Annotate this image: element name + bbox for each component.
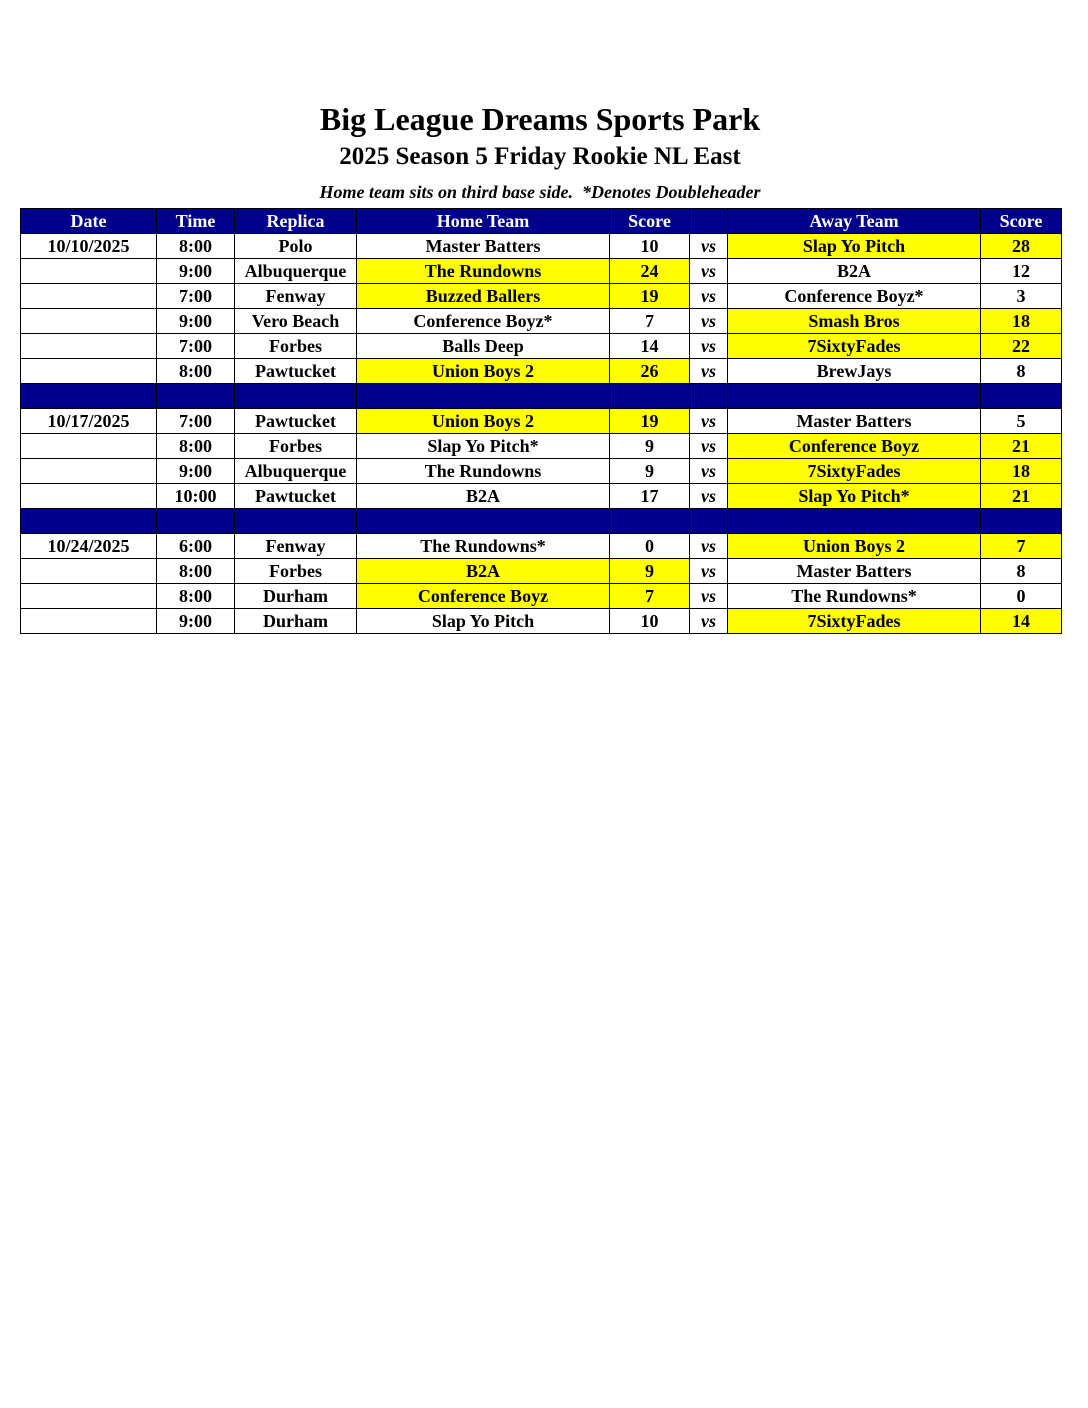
date-cell	[21, 559, 157, 584]
separator-cell	[357, 509, 610, 534]
table-row	[21, 284, 1062, 309]
home-score-cell: 17	[610, 484, 690, 509]
date-cell	[21, 609, 157, 634]
home-score-cell: 9	[610, 459, 690, 484]
home-team-cell: B2A	[357, 484, 610, 509]
week-separator-row	[21, 384, 1062, 409]
away-team-cell: Union Boys 2	[728, 534, 981, 559]
home-score-cell: 10	[610, 234, 690, 259]
date-cell	[21, 459, 157, 484]
time-cell: 9:00	[157, 259, 235, 284]
vs-cell: vs	[690, 259, 728, 284]
separator-cell	[690, 384, 728, 409]
away-team-cell: BrewJays	[728, 359, 981, 384]
date-cell: 10/24/2025	[21, 534, 157, 559]
vs-cell: vs	[690, 409, 728, 434]
page-title: Big League Dreams Sports Park	[319, 101, 761, 137]
replica-cell: Pawtucket	[235, 484, 357, 509]
separator-cell	[728, 509, 981, 534]
separator-cell	[981, 384, 1062, 409]
vs-cell: vs	[690, 284, 728, 309]
replica-cell: Durham	[235, 609, 357, 634]
separator-cell	[690, 509, 728, 534]
time-cell: 7:00	[157, 284, 235, 309]
vs-cell: vs	[690, 559, 728, 584]
separator-cell	[357, 384, 610, 409]
date-cell: 10/17/2025	[21, 409, 157, 434]
vs-cell: vs	[690, 234, 728, 259]
date-cell	[21, 359, 157, 384]
away-team-cell: Slap Yo Pitch	[728, 234, 981, 259]
vs-cell: vs	[690, 309, 728, 334]
home-score-cell: 19	[610, 409, 690, 434]
vs-cell: vs	[690, 459, 728, 484]
home-score-cell: 19	[610, 284, 690, 309]
home-score-cell: 24	[610, 259, 690, 284]
time-cell: 8:00	[157, 434, 235, 459]
replica-cell: Forbes	[235, 334, 357, 359]
away-team-cell: Conference Boyz	[728, 434, 981, 459]
away-score-cell: 28	[981, 234, 1062, 259]
replica-cell: Durham	[235, 584, 357, 609]
away-score-cell: 14	[981, 609, 1062, 634]
schedule-note: Home team sits on third base side. *Denotes Doubleheader	[319, 182, 761, 202]
time-cell: 8:00	[157, 559, 235, 584]
home-team-cell: Conference Boyz*	[357, 309, 610, 334]
time-cell: 9:00	[157, 609, 235, 634]
separator-cell	[21, 509, 157, 534]
replica-cell: Fenway	[235, 284, 357, 309]
date-cell	[21, 484, 157, 509]
column-header-away-score: Score	[981, 209, 1062, 234]
schedule-table	[20, 208, 1062, 634]
date-cell: 10/10/2025	[21, 234, 157, 259]
replica-cell: Forbes	[235, 434, 357, 459]
separator-cell	[21, 384, 157, 409]
separator-cell	[157, 509, 235, 534]
time-cell: 7:00	[157, 334, 235, 359]
home-team-cell: Union Boys 2	[357, 359, 610, 384]
home-team-cell: The Rundowns	[357, 459, 610, 484]
column-header-date: Date	[21, 209, 157, 234]
table-row	[21, 559, 1062, 584]
vs-cell: vs	[690, 484, 728, 509]
column-header-vs	[690, 209, 728, 234]
separator-cell	[610, 509, 690, 534]
away-score-cell: 18	[981, 459, 1062, 484]
replica-cell: Albuquerque	[235, 459, 357, 484]
away-score-cell: 8	[981, 359, 1062, 384]
away-team-cell: Smash Bros	[728, 309, 981, 334]
table-row	[21, 484, 1062, 509]
away-score-cell: 22	[981, 334, 1062, 359]
away-team-cell: Slap Yo Pitch*	[728, 484, 981, 509]
separator-cell	[157, 384, 235, 409]
away-score-cell: 0	[981, 584, 1062, 609]
replica-cell: Pawtucket	[235, 409, 357, 434]
table-row	[21, 334, 1062, 359]
vs-cell: vs	[690, 534, 728, 559]
table-row	[21, 309, 1062, 334]
away-score-cell: 21	[981, 484, 1062, 509]
schedule-body	[21, 234, 1062, 634]
replica-cell: Fenway	[235, 534, 357, 559]
separator-cell	[235, 384, 357, 409]
column-header-home-score: Score	[610, 209, 690, 234]
time-cell: 10:00	[157, 484, 235, 509]
table-row	[21, 259, 1062, 284]
table-row	[21, 584, 1062, 609]
date-cell	[21, 334, 157, 359]
away-score-cell: 8	[981, 559, 1062, 584]
home-team-cell: Conference Boyz	[357, 584, 610, 609]
home-score-cell: 9	[610, 434, 690, 459]
table-row	[21, 609, 1062, 634]
home-team-cell: Buzzed Ballers	[357, 284, 610, 309]
separator-cell	[728, 384, 981, 409]
replica-cell: Albuquerque	[235, 259, 357, 284]
time-cell: 7:00	[157, 409, 235, 434]
vs-cell: vs	[690, 434, 728, 459]
home-score-cell: 14	[610, 334, 690, 359]
separator-cell	[981, 509, 1062, 534]
date-cell	[21, 584, 157, 609]
home-score-cell: 9	[610, 559, 690, 584]
vs-cell: vs	[690, 334, 728, 359]
date-cell	[21, 284, 157, 309]
away-team-cell: B2A	[728, 259, 981, 284]
away-team-cell: The Rundowns*	[728, 584, 981, 609]
table-row	[21, 434, 1062, 459]
home-team-cell: Slap Yo Pitch	[357, 609, 610, 634]
replica-cell: Polo	[235, 234, 357, 259]
home-score-cell: 0	[610, 534, 690, 559]
column-header-replica: Replica	[235, 209, 357, 234]
home-team-cell: The Rundowns	[357, 259, 610, 284]
away-team-cell: 7SixtyFades	[728, 459, 981, 484]
replica-cell: Vero Beach	[235, 309, 357, 334]
header-row	[21, 209, 1062, 234]
home-team-cell: Master Batters	[357, 234, 610, 259]
away-score-cell: 21	[981, 434, 1062, 459]
home-team-cell: Balls Deep	[357, 334, 610, 359]
table-row	[21, 534, 1062, 559]
vs-cell: vs	[690, 609, 728, 634]
column-header-home-team: Home Team	[357, 209, 610, 234]
away-score-cell: 7	[981, 534, 1062, 559]
away-team-cell: 7SixtyFades	[728, 334, 981, 359]
home-score-cell: 7	[610, 584, 690, 609]
time-cell: 9:00	[157, 459, 235, 484]
home-team-cell: The Rundowns*	[357, 534, 610, 559]
away-team-cell: Master Batters	[728, 559, 981, 584]
table-row	[21, 359, 1062, 384]
date-cell	[21, 259, 157, 284]
home-team-cell: Slap Yo Pitch*	[357, 434, 610, 459]
week-separator-row	[21, 509, 1062, 534]
time-cell: 8:00	[157, 584, 235, 609]
away-team-cell: 7SixtyFades	[728, 609, 981, 634]
away-score-cell: 18	[981, 309, 1062, 334]
home-score-cell: 7	[610, 309, 690, 334]
away-score-cell: 3	[981, 284, 1062, 309]
table-row	[21, 234, 1062, 259]
home-score-cell: 26	[610, 359, 690, 384]
time-cell: 8:00	[157, 359, 235, 384]
column-header-away-team: Away Team	[728, 209, 981, 234]
away-score-cell: 5	[981, 409, 1062, 434]
time-cell: 6:00	[157, 534, 235, 559]
home-score-cell: 10	[610, 609, 690, 634]
page-subtitle: 2025 Season 5 Friday Rookie NL East	[339, 143, 741, 170]
vs-cell: vs	[690, 359, 728, 384]
time-cell: 8:00	[157, 234, 235, 259]
vs-cell: vs	[690, 584, 728, 609]
away-score-cell: 12	[981, 259, 1062, 284]
separator-cell	[235, 509, 357, 534]
column-header-time: Time	[157, 209, 235, 234]
away-team-cell: Conference Boyz*	[728, 284, 981, 309]
date-cell	[21, 434, 157, 459]
table-row	[21, 409, 1062, 434]
table-row	[21, 459, 1062, 484]
home-team-cell: B2A	[357, 559, 610, 584]
time-cell: 9:00	[157, 309, 235, 334]
replica-cell: Pawtucket	[235, 359, 357, 384]
date-cell	[21, 309, 157, 334]
separator-cell	[610, 384, 690, 409]
away-team-cell: Master Batters	[728, 409, 981, 434]
replica-cell: Forbes	[235, 559, 357, 584]
home-team-cell: Union Boys 2	[357, 409, 610, 434]
